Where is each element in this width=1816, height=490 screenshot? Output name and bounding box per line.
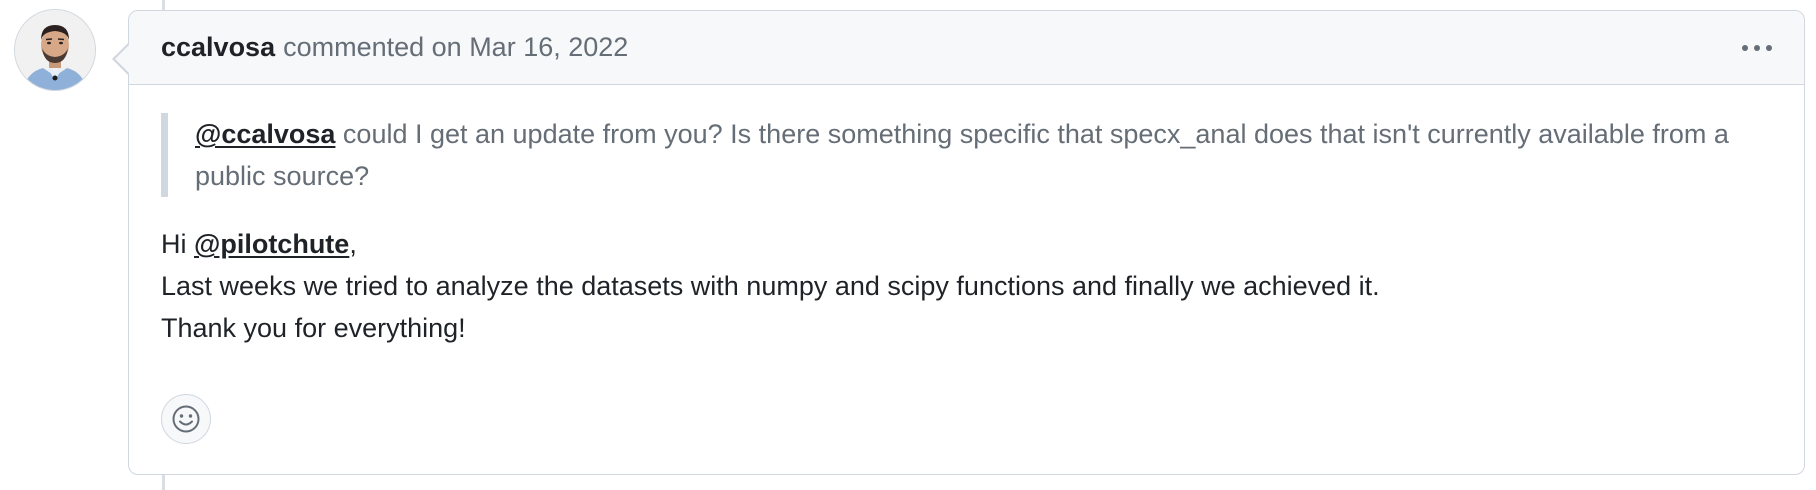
menu-dot [1754, 45, 1760, 51]
avatar-image [15, 10, 95, 90]
comment-timestamp[interactable]: commented on Mar 16, 2022 [283, 32, 629, 62]
comment-box [128, 10, 1805, 475]
menu-dot [1766, 45, 1772, 51]
smiley-icon [171, 404, 201, 434]
menu-dot [1742, 45, 1748, 51]
avatar[interactable] [15, 10, 95, 90]
mention-link-pilotchute[interactable]: @pilotchute [194, 229, 350, 259]
greeting-prefix: Hi [161, 229, 194, 259]
comment-pointer-fill [115, 43, 131, 75]
body-line: Last weeks we tried to analyze the datasets with numpy and scipy functions and finally we achieved it. [161, 271, 1380, 301]
comment-header [129, 11, 1804, 85]
kebab-horizontal-icon[interactable] [1742, 37, 1772, 59]
add-reaction-button[interactable] [161, 394, 211, 444]
greeting-suffix: , [349, 229, 357, 259]
quoted-reply [161, 113, 1772, 197]
comment-body [129, 85, 1804, 349]
mention-link-ccalvosa[interactable]: @ccalvosa [195, 119, 336, 149]
greeting-line [161, 223, 1772, 265]
body-line: Thank you for everything! [161, 313, 466, 343]
comment-author-link[interactable]: ccalvosa [161, 32, 276, 62]
quote-text: could I get an update from you? Is there something specific that specx_anal does that isn't currently available from a public source? [195, 119, 1729, 191]
